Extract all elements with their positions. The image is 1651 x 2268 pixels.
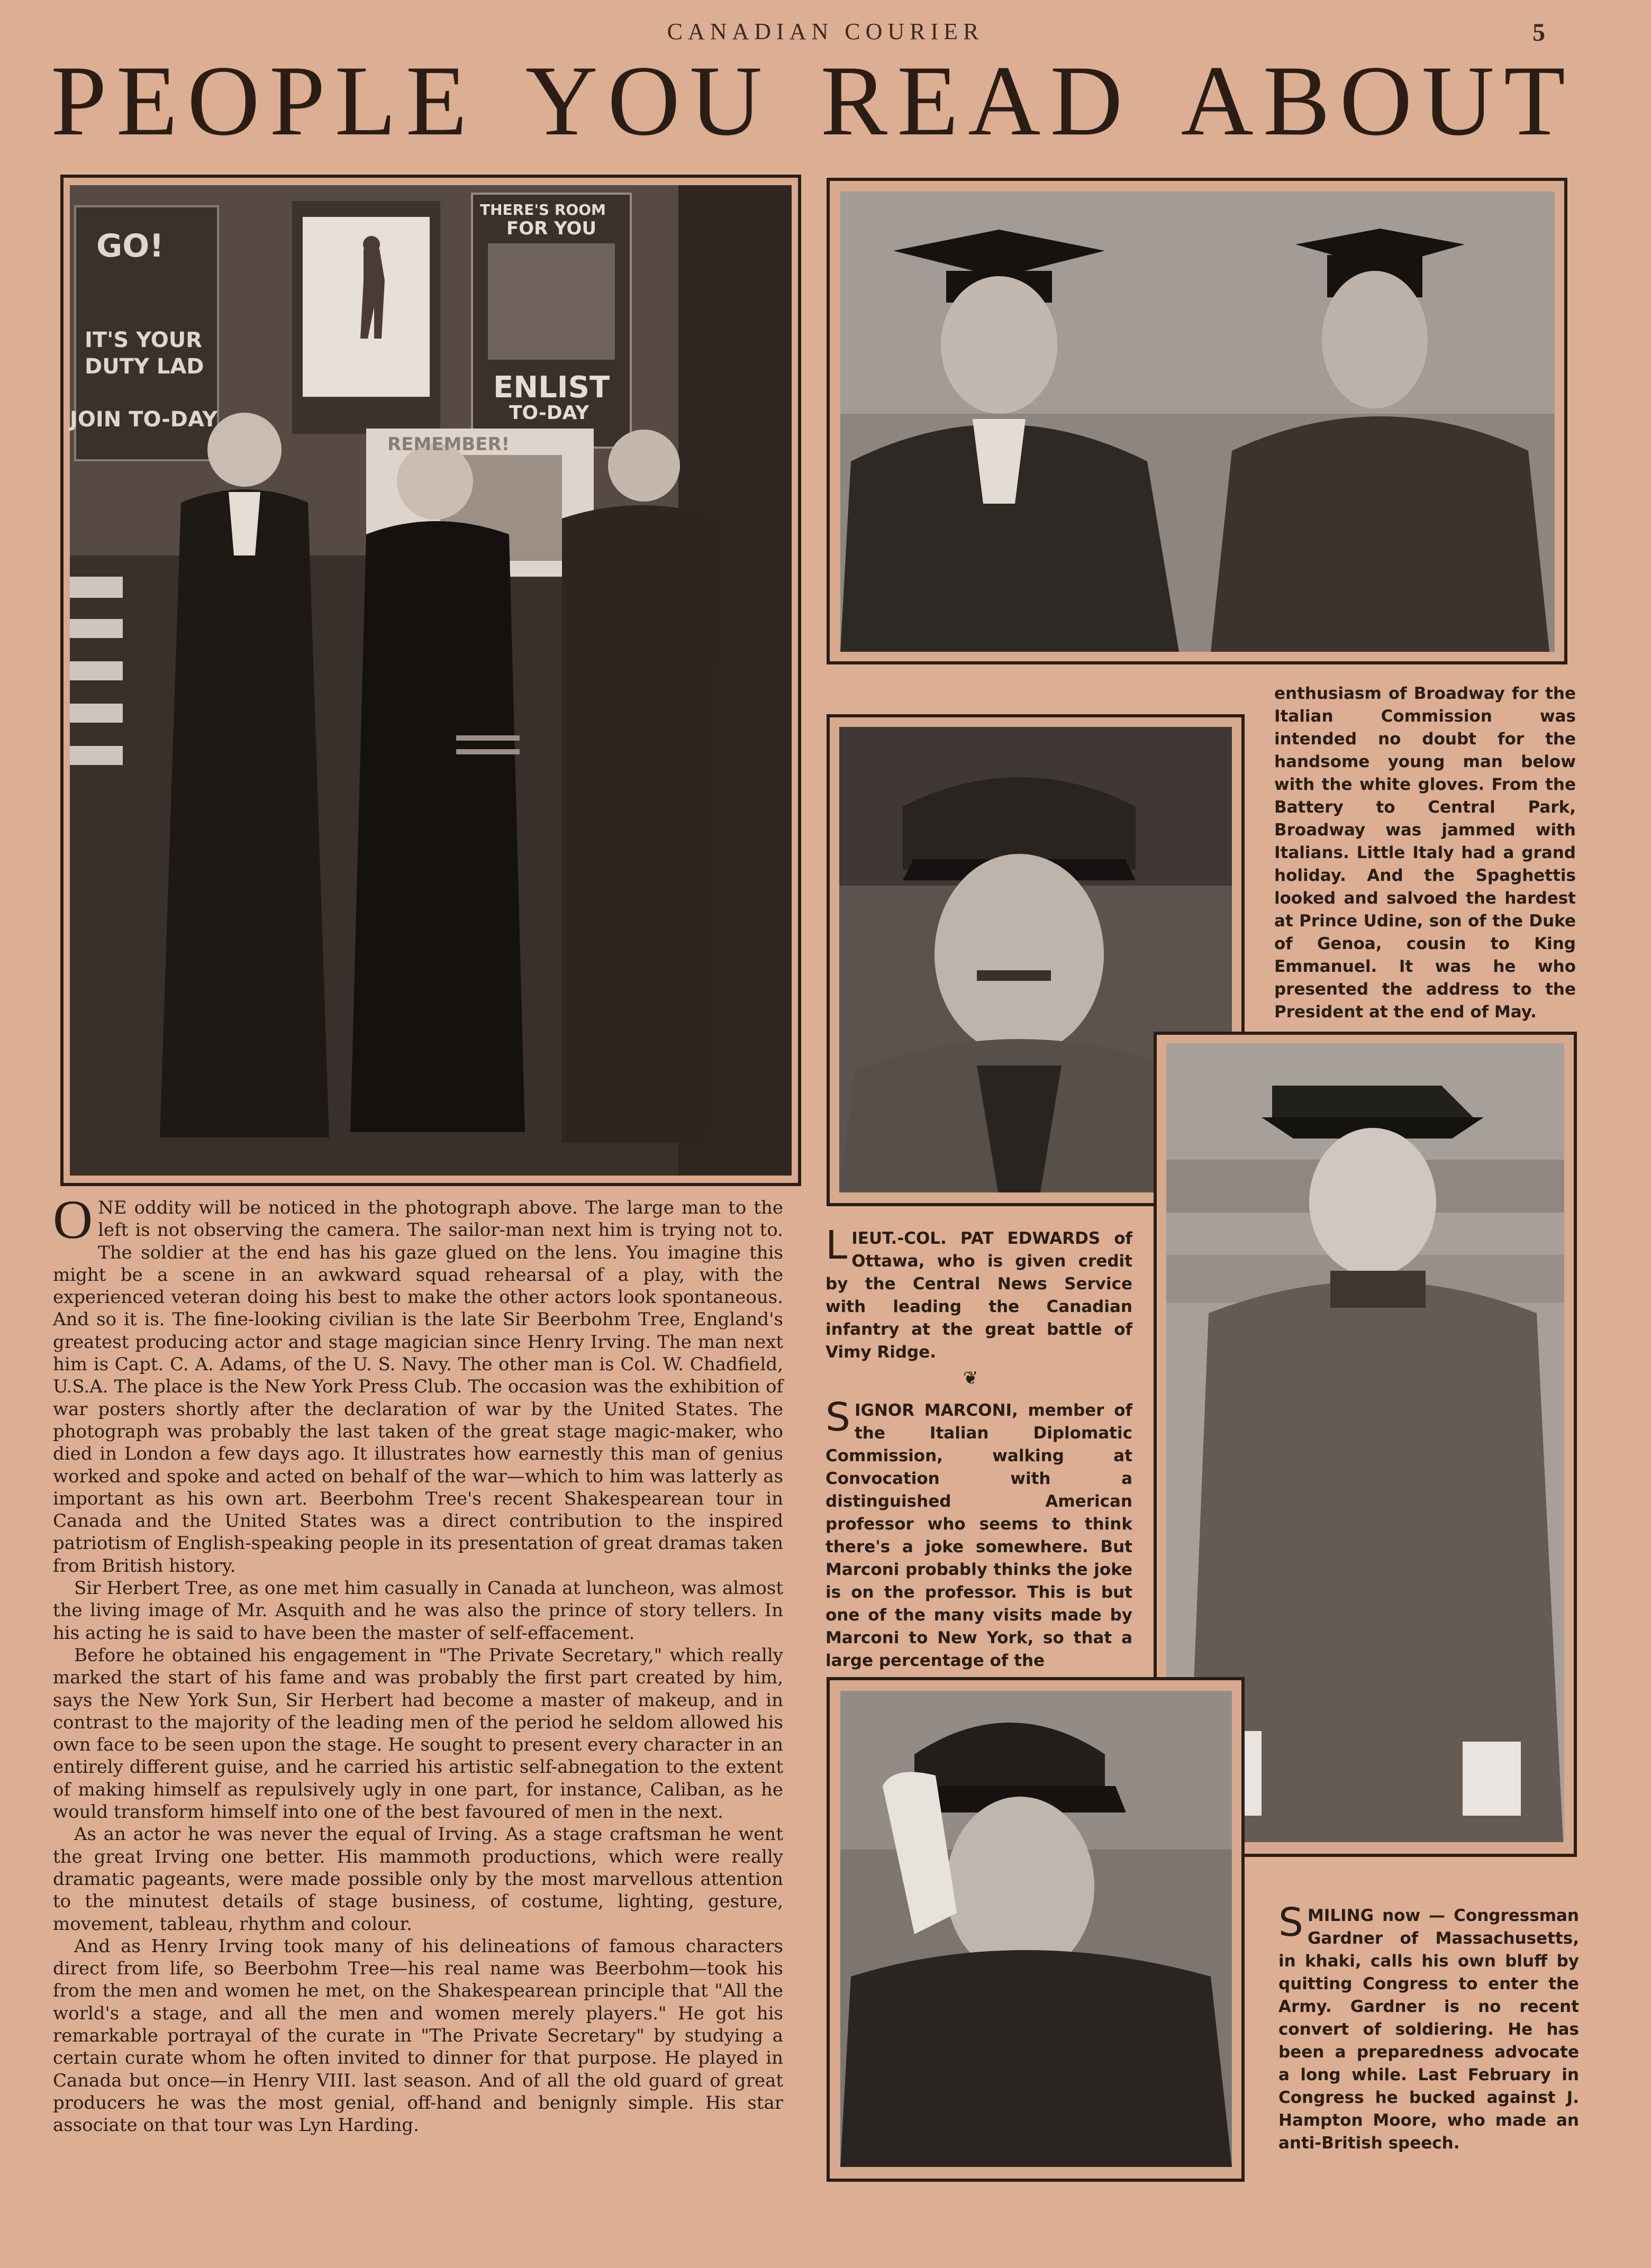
- poster-text: GO!: [96, 227, 164, 265]
- poster-text: DUTY LAD: [85, 354, 204, 379]
- page-title: [51, 45, 1575, 157]
- poster-text: JOIN TO-DAY: [70, 407, 218, 432]
- marconi-caption: SIGNOR MARCONI, member of the Italian Diplomatic Commission, walking at Convocation with a distinguished American professor who seems to think there's a joke somewhere. But Marconi probably thinks the joke is on the professor. This is but one of the many visits made by Marconi to New York, so that a large percentage of the: [826, 1395, 1132, 1670]
- tree-group-photo: [70, 185, 792, 1176]
- title-word: READ: [820, 45, 1132, 157]
- marconi-photo: [840, 192, 1555, 652]
- caption-drop-cap: S: [826, 1395, 850, 1440]
- caption-drop-cap: S: [1278, 1900, 1303, 1945]
- title-word: YOU: [525, 45, 772, 157]
- article-paragraph: As an actor he was never the equal of Irving. As a stage craftsman he went the great Irving one better. His mammoth productions, which were really dramatic pageants, were made possible only by the most marvellous attention to the minutest details of stage business, of costume, lighting, gesture, movement, tableau, rhythm and colour.: [53, 1824, 783, 1935]
- article-body: [53, 1189, 783, 2181]
- article-paragraph: And as Henry Irving took many of his delineations of famous characters direct from life, so Beerbohm Tree—his real name was Beerbohm—took his from the men and women he met, on the Shakespearean principle that "All the world's a stage, and all the men and women merely players." He got his remarkable portrayal of the curate in "The Private Secretary" by studying a certain curate whom he often invited to dinner for that purpose. He played in Canada but once—in Henry VIII. last season. And of all the old guard of great producers he was the most genial, off-hand and benignly simple. His star associate on that tour was Lyn Harding.: [53, 1935, 783, 2136]
- udine-photo: [840, 1691, 1232, 2167]
- poster-text: TO-DAY: [509, 402, 589, 424]
- title-word: ABOUT: [1181, 45, 1575, 157]
- marconi-caption-continued: enthusiasm of Broadway for the Italian Commission was intended no doubt for the handsome young man below with the white gloves. From the Battery to Central Park, Broadway was jammed with Italians. Little Italy had a grand holiday. And the Spaghettis looked and salvoed the hardest at Prince Udine, son of the Duke of Genoa, cousin to King Emmanuel. It was he who presented the address to the President at the end of May.: [1274, 684, 1576, 1022]
- caption-drop-cap: L: [826, 1223, 848, 1268]
- poster-text: THERE'S ROOM: [480, 201, 606, 218]
- running-head: CANADIAN COURIER: [667, 19, 984, 44]
- poster-text: IT'S YOUR: [85, 328, 202, 352]
- drop-cap: O: [53, 1189, 93, 1250]
- gardner-caption: SMILING now — Congressman Gardner of Massachusetts, in khaki, calls his own bluff by quitting Congress to enter the Army. Gardner is no recent convert of soldiering. He has been a preparedness advocate a long while. Last February in Congress he bucked against J. Hampton Moore, who made an anti-British speech.: [1278, 1900, 1579, 2153]
- page-number: 5: [1532, 19, 1545, 47]
- poster-text: REMEMBER!: [387, 434, 510, 455]
- caption-separator: ❦: [963, 1368, 978, 1389]
- edwards-caption: LIEUT.-COL. PAT EDWARDS of Ottawa, who is given credit by the Central News Service with leading the Canadian infantry at the great battle of Vimy Ridge.: [826, 1223, 1132, 1362]
- article-paragraph: Before he obtained his engagement in "The Private Secretary," which really marked the start of his fame and was probably the first part created by him, says the New York Sun, Sir Herbert had become a master of makeup, and in contrast to the majority of the leading men of the period he seldom allowed his own face to be seen upon the stage. He sought to present every character in an entirely different guise, and he carried his artistic self-abnegation to the extent of making himself as repulsively ugly in one part, for instance, Caliban, as he would transform himself into one of the best favoured of men in the next.: [53, 1644, 783, 1823]
- article-paragraph: ONE oddity will be noticed in the photograph above. The large man to the left is not observing the camera. The sailor-man next him is trying not to. The soldier at the end has his gaze glued on the lens. You imagine this might be a scene in an awkward squad rehearsal of a play, with the experienced veteran doing his best to make the other actors look spontaneous. And so it is. The fine-looking civilian is the late Sir Beerbohm Tree, England's greatest producing actor and stage magician since Henry Irving. The man next him is Capt. C. A. Adams, of the U. S. Navy. The other man is Col. W. Chadfield, U.S.A. The place is the New York Press Club. The occasion was the exhibition of war posters shortly after the declaration of war by the United States. The photograph was probably the last taken of the great stage magic-maker, who died in London a few days ago. It illustrates how earnestly this man of genius worked and spoke and acted on behalf of the war—which to him was latterly as important as his own art. Beerbohm Tree's recent Shakespearean tour in Canada and the United States was a direct contribution to the inspired patriotism of English-speaking people in its presentation of great dramas taken from British history.: [53, 1189, 783, 1577]
- title-word: PEOPLE: [51, 45, 477, 157]
- poster-text: FOR YOU: [506, 218, 597, 239]
- article-paragraph: Sir Herbert Tree, as one met him casually in Canada at luncheon, was almost the living image of Mr. Asquith and he was also the prince of story tellers. In his acting he is said to have been the master of self-effacement.: [53, 1578, 783, 1644]
- poster-text: ENLIST: [493, 370, 610, 405]
